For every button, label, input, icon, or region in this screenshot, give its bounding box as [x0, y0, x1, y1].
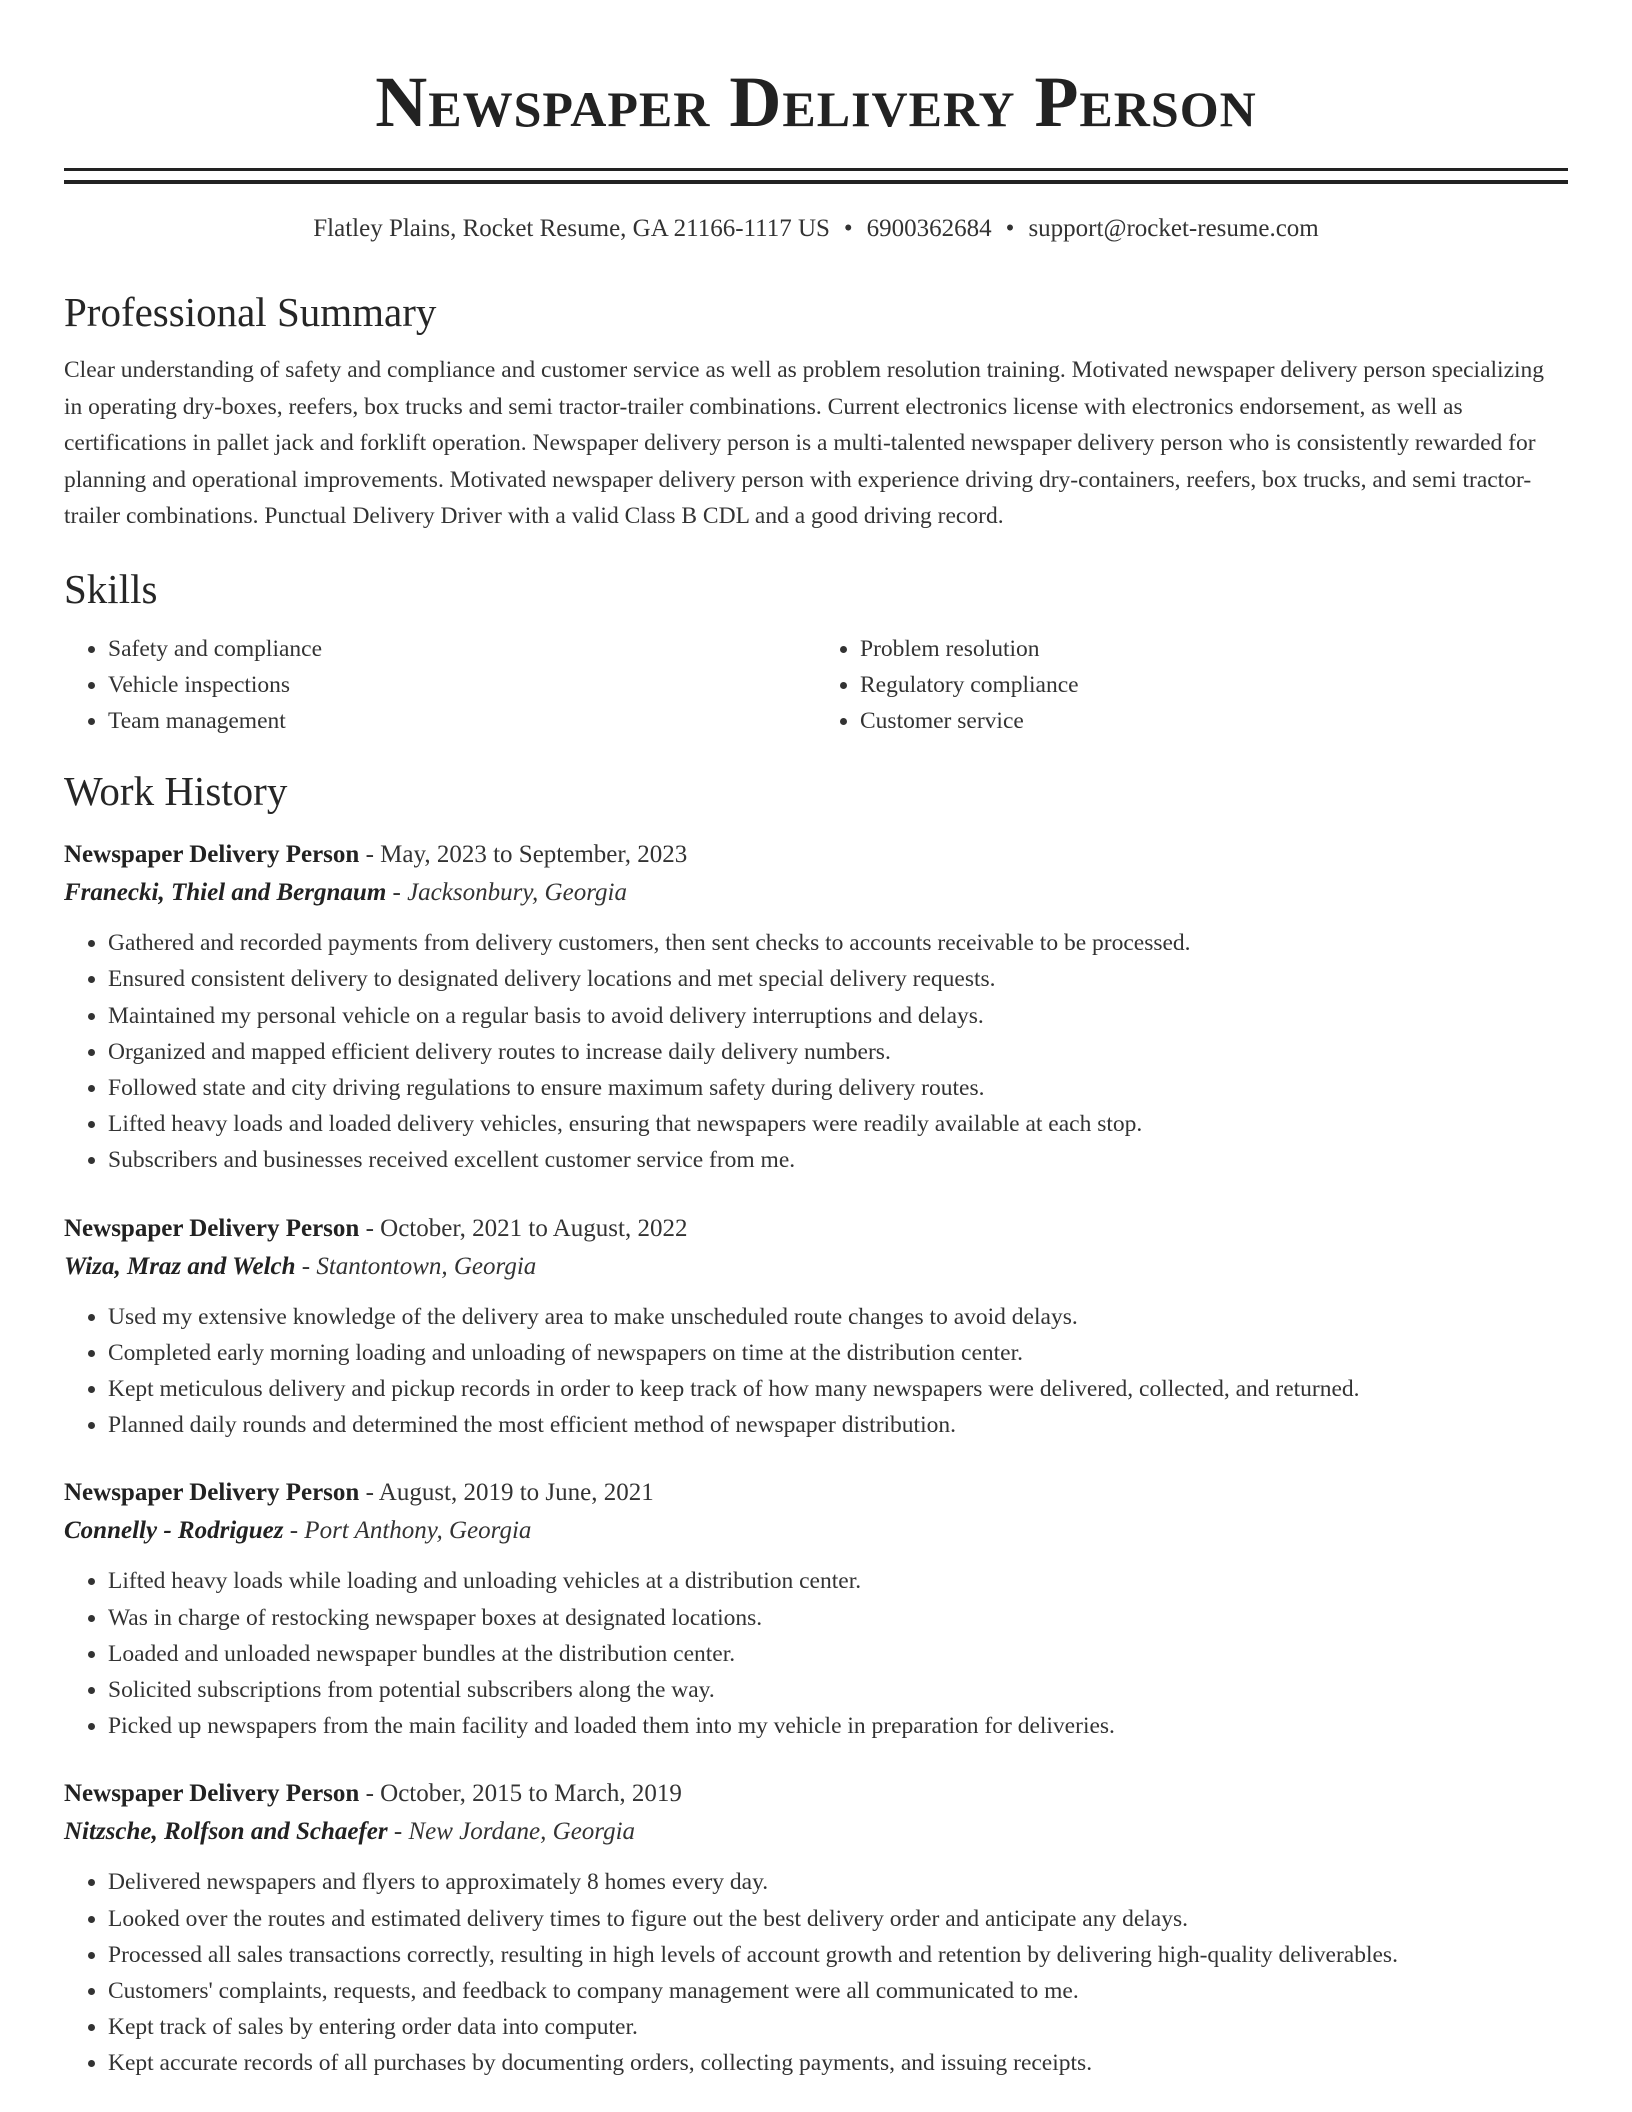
job-title-line — [64, 1211, 1568, 1247]
job-company: Connelly - Rodriguez — [64, 1517, 284, 1545]
skills-grid — [64, 631, 1568, 740]
job-company: Nitzsche, Rolfson and Schaefer — [64, 1818, 388, 1846]
job-bullets — [64, 925, 1568, 1178]
job-bullet: • Followed state and city driving regulations to ensure maximum safety during delivery routes. — [108, 1070, 1568, 1106]
skill-item: • Regulatory compliance — [860, 667, 1568, 703]
job-title-line — [64, 837, 1568, 873]
job-entry — [64, 1211, 1568, 1444]
job-company-line — [64, 873, 1568, 913]
contact-separator: • — [843, 215, 853, 242]
job-bullet: • Kept accurate records of all purchases by documenting orders, collecting payments, and issuing receipts. — [108, 2045, 1568, 2081]
job-bullet: • Delivered newspapers and flyers to approximately 8 homes every day. — [108, 1864, 1568, 1900]
job-bullet: • Ensured consistent delivery to designated delivery locations and met special delivery requests. — [108, 961, 1568, 997]
job-bullet: • Customers' complaints, requests, and feedback to company management were all communicated to me. — [108, 1973, 1568, 2009]
job-title: Newspaper Delivery Person — [64, 1214, 360, 1242]
contact-address: Flatley Plains, Rocket Resume, GA 21166-1117 US — [313, 215, 830, 242]
skill-item: • Customer service — [860, 703, 1568, 739]
job-title: Newspaper Delivery Person — [64, 841, 360, 869]
job-bullet: • Kept track of sales by entering order data into computer. — [108, 2009, 1568, 2045]
job-entry — [64, 1776, 1568, 2081]
job-title: Newspaper Delivery Person — [64, 1479, 360, 1507]
job-bullet: • Processed all sales transactions correctly, resulting in high levels of account growth and retention by delivering high-quality deliverables. — [108, 1937, 1568, 1973]
job-bullet: • Lifted heavy loads and loaded delivery vehicles, ensuring that newspapers were readily available at each stop. — [108, 1106, 1568, 1142]
job-bullet: • Loaded and unloaded newspaper bundles at the distribution center. — [108, 1636, 1568, 1672]
job-bullet: • Completed early morning loading and unloading of newspapers on time at the distribution center. — [108, 1335, 1568, 1371]
skill-item: • Safety and compliance — [108, 631, 816, 667]
work-history-heading: Work History — [64, 768, 288, 815]
skill-item: • Vehicle inspections — [108, 667, 816, 703]
job-bullets — [64, 1563, 1568, 1744]
job-entry — [64, 837, 1568, 1178]
skills-heading: Skills — [64, 565, 158, 612]
job-bullet: • Organized and mapped efficient delivery routes to increase daily delivery numbers. — [108, 1034, 1568, 1070]
contact-phone: 6900362684 — [866, 215, 992, 242]
skill-item: • Team management — [108, 703, 816, 739]
contact-line — [64, 214, 1568, 244]
job-bullet: • Picked up newspapers from the main facility and loaded them into my vehicle in preparation for deliveries. — [108, 1708, 1568, 1744]
job-bullet: • Subscribers and businesses received excellent customer service from me. — [108, 1142, 1568, 1178]
job-title-line — [64, 1776, 1568, 1812]
job-location: - Stantontown, Georgia — [295, 1252, 537, 1280]
job-location: - Port Anthony, Georgia — [283, 1517, 532, 1545]
summary-heading: Professional Summary — [64, 289, 437, 335]
job-company-line — [64, 1812, 1568, 1852]
job-bullet: • Was in charge of restocking newspaper boxes at designated locations. — [108, 1600, 1568, 1636]
job-company-line — [64, 1247, 1568, 1287]
skill-item: • Problem resolution — [860, 631, 1568, 667]
job-bullet: • Planned daily rounds and determined the most efficient method of newspaper distribution. — [108, 1407, 1568, 1443]
job-entry — [64, 1475, 1568, 1744]
skills-list-left — [64, 631, 816, 740]
resume-name-title: Newspaper Delivery Person — [375, 62, 1257, 142]
job-dates: - October, 2015 to March, 2019 — [359, 1780, 682, 1808]
job-bullets — [64, 1299, 1568, 1444]
job-bullets — [64, 1864, 1568, 2081]
job-company: Franecki, Thiel and Bergnaum — [64, 879, 387, 907]
job-bullet: • Kept meticulous delivery and pickup records in order to keep track of how many newspapers were delivered, collected, and returned. — [108, 1371, 1568, 1407]
contact-email: support@rocket-resume.com — [1028, 215, 1319, 242]
job-location: - Jacksonbury, Georgia — [386, 879, 627, 907]
job-bullet: • Solicited subscriptions from potential subscribers along the way. — [108, 1672, 1568, 1708]
skills-list-right — [816, 631, 1568, 740]
job-bullet: • Used my extensive knowledge of the delivery area to make unscheduled route changes to avoid delays. — [108, 1299, 1568, 1335]
job-dates: - August, 2019 to June, 2021 — [359, 1479, 654, 1507]
job-company: Wiza, Mraz and Welch — [64, 1252, 296, 1280]
summary-text: Clear understanding of safety and compliance and customer service as well as problem resolution training. Motivated newspaper delivery person specializing in operating dry-boxes, reefers, box trucks and semi tractor-trailer combinations. Current electronics license with electronics endorsement, as well as certifications in pallet jack and forklift operation. Newspaper delivery person is a multi-talented newspaper delivery person who is consistently rewarded for planning and operational improvements. Motivated newspaper delivery person with experience driving dry-containers, reefers, box trucks, and semi tractor-trailer combinations. Punctual Delivery Driver with a valid Class B CDL and a good driving record. — [64, 357, 1545, 529]
contact-separator: • — [1005, 215, 1015, 242]
title-double-rule — [64, 168, 1568, 184]
job-title-line — [64, 1475, 1568, 1511]
job-dates: - May, 2023 to September, 2023 — [359, 841, 688, 869]
job-bullet: • Maintained my personal vehicle on a regular basis to avoid delivery interruptions and delays. — [108, 998, 1568, 1034]
job-company-line — [64, 1511, 1568, 1551]
job-bullet: • Looked over the routes and estimated delivery times to figure out the best delivery order and anticipate any delays. — [108, 1901, 1568, 1937]
job-dates: - October, 2021 to August, 2022 — [359, 1214, 688, 1242]
job-bullet: • Lifted heavy loads while loading and unloading vehicles at a distribution center. — [108, 1563, 1568, 1599]
job-title: Newspaper Delivery Person — [64, 1780, 360, 1808]
job-bullet: • Gathered and recorded payments from delivery customers, then sent checks to accounts receivable to be processed. — [108, 925, 1568, 961]
job-location: - New Jordane, Georgia — [387, 1818, 636, 1846]
